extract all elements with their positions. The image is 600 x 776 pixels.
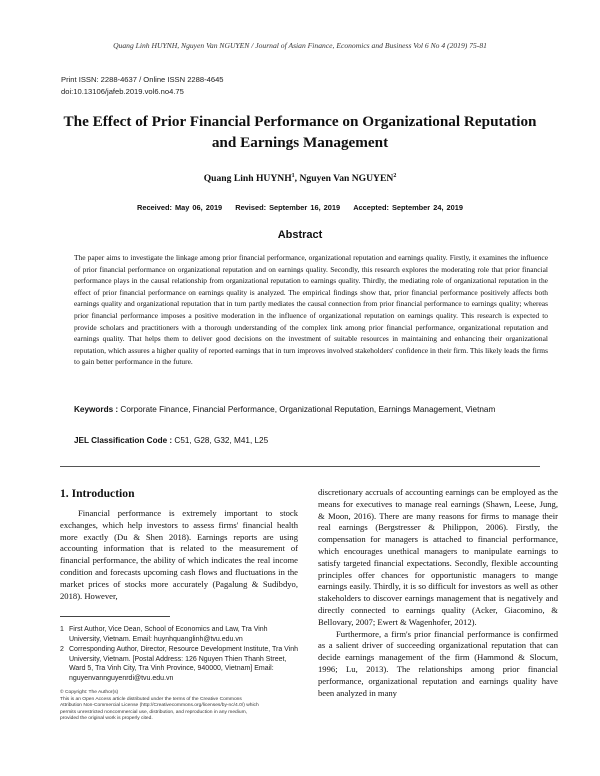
- received-date: Received: May 06, 2019: [137, 203, 223, 212]
- doi-line: doi:10.13106/jafeb.2019.vol6.no4.75: [61, 87, 184, 96]
- intro-right-column: [318, 487, 558, 699]
- keywords-list: Corporate Finance, Financial Performance, Organizational Reputation, Earnings Management, Vietnam: [120, 405, 496, 414]
- paper-title: The Effect of Prior Financial Performance on Organizational Reputation and Earnings Management: [63, 113, 537, 151]
- author-line: [0, 173, 600, 184]
- author-1: Quang Linh HUYNH: [203, 173, 292, 185]
- footnote-1: [60, 625, 300, 644]
- footnote-1-number: 1: [60, 626, 64, 633]
- author-1-affiliation-mark: 1: [291, 173, 295, 179]
- license-line-4: provided the original work is properly cited.: [60, 716, 153, 722]
- license-line-2: Attribution Non-Commercial License (http://Creativecommons.org/licenses/by-nc/4.0/) which: [60, 703, 259, 709]
- intro-right-paragraph-2: Furthermore, a firm's prior financial performance is confirmed as a salient driver of succeeding organizational reputation that can decide earnings management of the firm (Hammond & Slocum, 1996; Lu, 2013). The relationships among prior financial performance, organizational reputation and earnings quality have been analyzed in many: [318, 628, 558, 698]
- section-divider: [60, 466, 540, 467]
- abstract-heading: Abstract: [277, 229, 323, 241]
- footnote-2-number: 2: [60, 646, 64, 653]
- copyright-line: © Copyright: The Author(s): [60, 690, 119, 695]
- revised-date: Revised: September 16, 2019: [235, 203, 341, 212]
- author-2: Nguyen Van NGUYEN: [299, 173, 394, 185]
- keywords-label: Keywords :: [74, 405, 121, 414]
- issn-line: Print ISSN: 2288-4637 / Online ISSN 2288-4645: [61, 75, 224, 84]
- license-line-1: This is an Open Access article distributed under the terms of the Creative Commons: [60, 696, 242, 702]
- jel-codes: C51, G28, G32, M41, L25: [174, 436, 269, 445]
- footnote-rule: [60, 616, 170, 617]
- author-2-affiliation-mark: 2: [393, 173, 397, 179]
- license-line-3: permits unrestricted noncommercial use, distribution, and reproduction in any medium,: [60, 709, 248, 715]
- abstract-text: The paper aims to investigate the linkage among prior financial performance, organizational reputation and earnings quality. Firstly, it examines the influence of prior financial performance on organizational reputation and on earnings quality. Secondly, this research explores the moderating role that prior financial performance plays in the causal relationship from organizational reputation to earnings quality. Thirdly, the mediating role of organizational reputation in the effect of prior financial performance on earnings quality is analyzed. The empirical findings show that, prior financial performance positively affects both earnings quality and organizational reputation that in turn partly mediates the causal connection from prior financial performance to earnings quality; whereas prior financial performance imposes a positive moderation in the influence of organizational reputation on earnings quality. This research is expected to provide scholars and practitioners with a thorough understanding of the complex link among prior financial performance, organizational reputation and earnings quality. That helps them to deliver good decisions on the investment of suitable resources in maintaining and enhancing their organizational reputation, which assures a higher quality of reported earnings that in turn improves involved stakeholders' confidence in their firm. This likely leads the firms to gain better performance in the future.: [74, 253, 548, 367]
- footnote-1-text: First Author, Vice Dean, School of Economics and Law, Tra Vinh University, Vietnam. Email: huynhquanglinh@tvu.edu.vn: [69, 626, 268, 643]
- jel-label: JEL Classification Code :: [74, 436, 175, 445]
- dates-line: [0, 203, 600, 212]
- jel-line: [74, 436, 268, 445]
- author-separator: ,: [294, 173, 300, 185]
- footnote-2: [60, 645, 300, 683]
- copyright-notice: [60, 690, 300, 723]
- intro-left-paragraph: Financial performance is extremely important to stock exchanges, which help investors to assess firms' financial health more exactly (Du & Shen 2018). Earnings reports are using accounting information that is related to the measurement of financial performance, the ability of which indicates the real income condition and forecasts upcoming cash flows and fluctuations in the market prices of stocks more accurately (Pagalung & Sudibdyo, 2018). However,: [60, 508, 298, 601]
- footnote-2-text: Corresponding Author, Director, Resource Development Institute, Tra Vinh University, Vietnam. [Postal Address: 126 Nguyen Thien Thanh Street, Ward 5, Tra Vinh City, Tra Vinh Province, 940000, Vietnam] Email: nguyenvannguyenrdi@tvu.edu.vn: [69, 646, 299, 682]
- section-heading: 1. Introduction: [60, 487, 135, 500]
- running-header: Quang Linh HUYNH, Nguyen Van NGUYEN / Journal of Asian Finance, Economics and Business Vol 6 No 4 (2019) 75-81: [113, 41, 487, 50]
- keywords-line: [74, 405, 495, 414]
- intro-right-paragraph-1: discretionary accruals of accounting earnings can be employed as the means for executives to manage real earnings (Shawn, Leese, Jung, & Moon, 2016). There are many reasons for firms to manage their real earnings (Bergstresser & Philippon, 2006). Firstly, the compensation for managers is attached to financial performance, which encourages unethical managers to manipulate earnings to satisfy targeted financial expectations. Secondly, flexible accounting principles offer chances for opportunistic managers to mange earnings easily. Thirdly, it is so difficult for investors as well as other stakeholders to discover earnings management that is negatively and directly connected to earnings quality (Acker, Giacomino, & Bellovary, 2007; Ewert & Wagenhofer, 2012).: [318, 487, 558, 627]
- accepted-date: Accepted: September 24, 2019: [353, 203, 463, 212]
- issn-block: [61, 74, 224, 98]
